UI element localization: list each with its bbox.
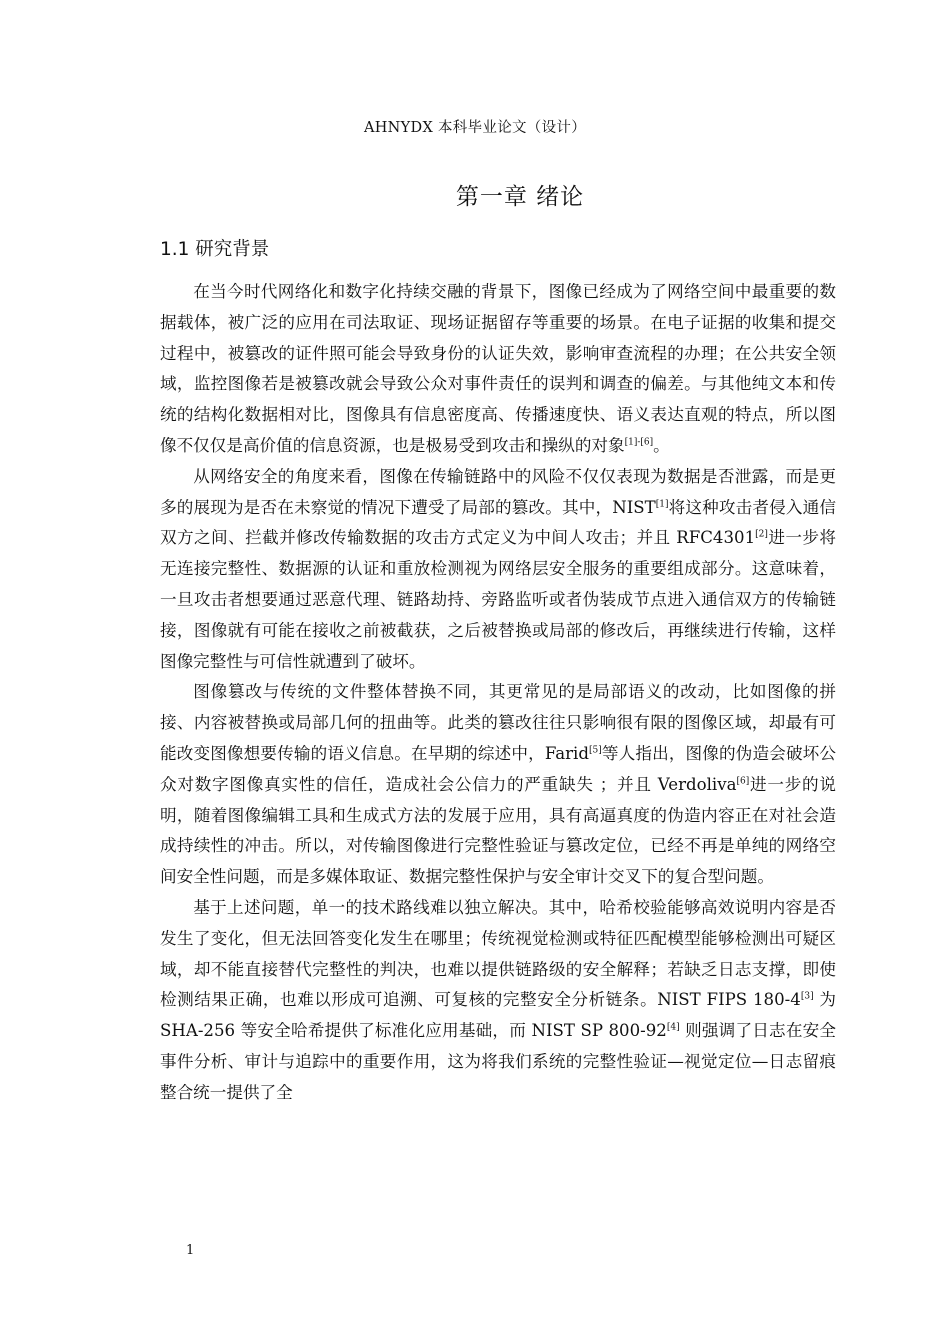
citation: [1] <box>655 499 669 510</box>
paragraph-1 <box>160 277 836 462</box>
citation: [3] <box>800 991 814 1002</box>
paragraph-text: 则强调了日志在安全事件分析、审计与追踪中的重要作用，这为将我们系统的完整性验证—视觉定位—日志留痕整合统一提供了全 <box>160 1021 836 1102</box>
paragraph-text: 进一步的说明，随着图像编辑工具和生成式方法的发展于应用，具有高逼真度的伪造内容正在对社会造成持续性的冲击。所以，对传输图像进行完整性验证与篡改定位，已经不再是单纯的网络空间安全性问题，而是多媒体取证、数据完整性保护与安全审计交叉下的复合型问题。 <box>160 774 836 887</box>
page-number: 1 <box>186 1243 195 1258</box>
citation: [6] <box>736 776 750 787</box>
paragraph-text: 进一步将无连接完整性、数据源的认证和重放检测视为网络层安全服务的重要组成部分。这意味着，一旦攻击者想要通过恶意代理、链路劫持、旁路监听或者伪装成节点进入通信双方的传输链接，图像就有可能在接收之前被截获，之后被替换或局部的修改后，再继续进行传输，这样图像完整性与可信性就遭到了破坏。 <box>160 528 836 671</box>
paragraph-2 <box>160 462 836 678</box>
paragraph-text: 等人指出，图像的伪造会破坏公众对数字图像真实性的信任，造成社会公信力的严重缺失 ；并且 Verdoliva <box>160 743 837 794</box>
citation: [5] <box>589 745 602 756</box>
paragraph-text: 将这种攻击者侵入通信双方之间、拦截并修改传输数据的攻击方式定义为中间人攻击；并且 RFC4301 <box>160 497 836 548</box>
running-header: AHNYDX 本科毕业论文（设计） <box>363 120 587 136</box>
citation: [4] <box>666 1022 680 1033</box>
citation: [1]-[6] <box>624 437 654 448</box>
paragraph-text: 从网络安全的角度来看，图像在传输链路中的风险不仅仅表现为数据是否泄露，而是更多的展现为是否在未察觉的情况下遭受了局部的篡改。其中，NIST <box>160 466 836 517</box>
paragraph-4 <box>160 893 836 1109</box>
paragraph-3 <box>160 677 836 893</box>
paragraph-text: 图像篡改与传统的文件整体替换不同，其更常见的是局部语义的改动，比如图像的拼接、内容被替换或局部几何的扭曲等。此类的篡改往往只影响很有限的图像区域，却最有可能改变图像想要传输的语义信息。在早期的综述中，Farid <box>160 682 836 763</box>
paragraph-text: 为 SHA-256 等安全哈希提供了标准化应用基础，而 NIST SP 800-92 <box>160 990 836 1041</box>
citation: [2] <box>755 529 768 540</box>
paragraph-text: 。 <box>653 435 670 455</box>
paragraph-text: 在当今时代网络化和数字化持续交融的背景下，图像已经成为了网络空间中最重要的数据载体，被广泛的应用在司法取证、现场证据留存等重要的场景。在电子证据的收集和提交过程中，被篡改的证件照可能会导致身份的认证失效，影响审查流程的办理；在公共安全领域，监控图像若是被篡改就会导致公众对事件责任的误判和调查的偏差。与其他纯文本和传统的结构化数据相对比，图像具有信息密度高、传播速度快、语义表达直观的特点，所以图像不仅仅是高价值的信息资源，也是极易受到攻击和操纵的对象 <box>160 282 836 455</box>
body-text <box>160 277 836 1109</box>
paragraph-text: 基于上述问题，单一的技术路线难以独立解决。其中，哈希校验能够高效说明内容是否发生了变化，但无法回答变化发生在哪里；传统视觉检测或特征匹配模型能够检测出可疑区域，却不能直接替代完整性的判决，也难以提供链路级的安全解释；若缺乏日志支撑，即使检测结果正确，也难以形成可追溯、可复核的完整安全分析链条。NIST FIPS 180-4 <box>160 897 836 1010</box>
chapter-title: 第一章 绪论 <box>455 184 585 210</box>
section-title: 1.1 研究背景 <box>160 239 270 260</box>
